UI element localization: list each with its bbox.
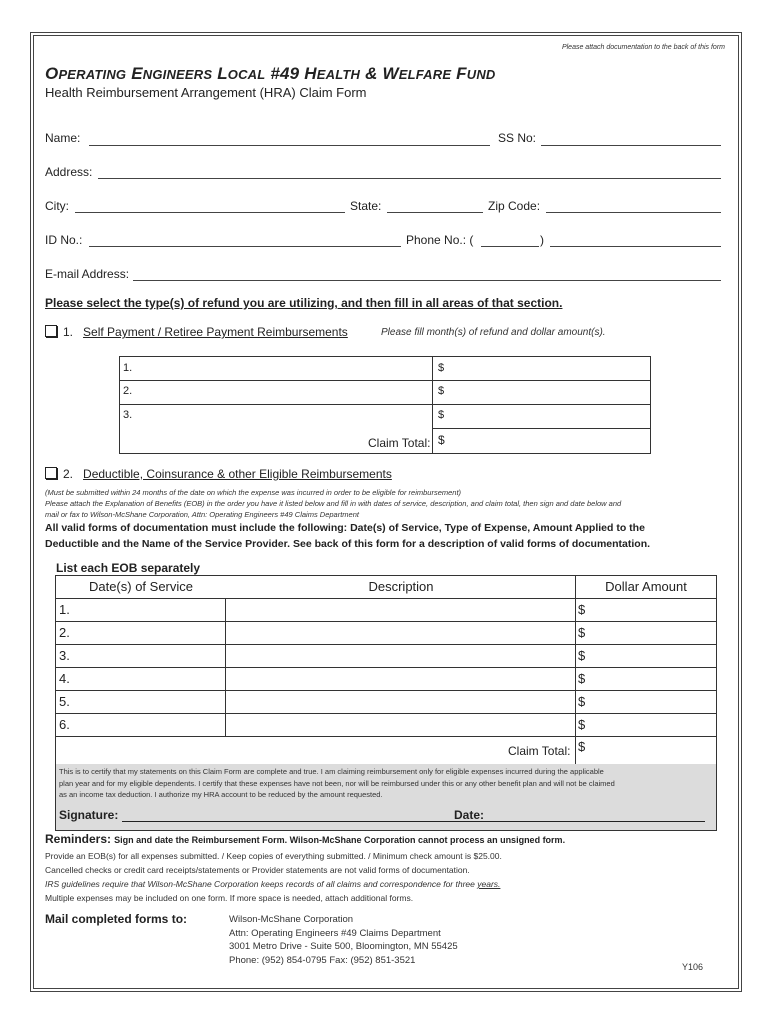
dollar-sign: $ <box>578 717 586 732</box>
certification-text: This is to certify that my statements on this Claim Form are complete and true. I am claiming reimbursement only for eligible expenses incurred during the applicable plan year and for my eligible dependents. I certify that these expenses have not been, nor will be reimbursed under this or any other benefit plan and will not be claimed as an income tax deduction. I authorize my HRA account to be reduced by the amount requested. <box>59 767 615 799</box>
mail-address <box>229 913 458 967</box>
name-field[interactable] <box>89 145 490 146</box>
section2-note-1: (Must be submitted within 24 months of the date on which the expense was incurred in order to be eligible for reimbursement) <box>45 488 462 497</box>
reminder-line-4: Multiple expenses may be included on one form. If more space is needed, attach additional forms. <box>45 893 414 903</box>
row-number: 5. <box>59 694 70 709</box>
state-label: State: <box>350 199 382 213</box>
dollar-sign: $ <box>438 385 445 397</box>
section1-note: Please fill month(s) of refund and dollar amount(s). <box>381 327 606 338</box>
table-row <box>120 405 650 429</box>
date-label: Date: <box>454 808 485 822</box>
row-number: 1. <box>59 602 70 617</box>
row-number: 1. <box>123 362 133 374</box>
phone-field[interactable] <box>550 246 721 247</box>
id-label: ID No.: <box>45 233 83 247</box>
row-number: 2. <box>123 385 133 397</box>
form-code: Y106 <box>682 962 704 972</box>
reminder-line-2: Cancelled checks or credit card receipts/statements or Provider statements are not valid forms of documentation. <box>45 865 470 875</box>
section1-checkbox[interactable] <box>45 325 57 337</box>
dollar-sign: $ <box>578 625 586 640</box>
reminder-line-1: Provide an EOB(s) for all expenses submitted. / Keep copies of everything submitted. / Minimum check amount is $25.00. <box>45 851 502 861</box>
city-field[interactable] <box>75 212 345 213</box>
claim-total-label: Claim Total: <box>368 436 431 450</box>
dollar-sign: $ <box>578 671 586 686</box>
ss-field[interactable] <box>541 145 721 146</box>
dollar-sign: $ <box>438 433 445 447</box>
form-subtitle: Health Reimbursement Arrangement (HRA) Claim Form <box>45 85 367 100</box>
email-label: E-mail Address: <box>45 267 130 281</box>
reminder-line-3: IRS guidelines require that Wilson-McShane Corporation keeps records of all claims and correspondence for three years. <box>45 879 501 889</box>
dollar-sign: $ <box>578 739 586 754</box>
address-field[interactable] <box>98 178 721 179</box>
mail-company: Wilson-McShane Corporation <box>229 914 354 925</box>
row-number: 3. <box>123 409 133 421</box>
mail-attn: Attn: Operating Engineers #49 Claims Department <box>229 927 441 939</box>
id-field[interactable] <box>89 246 401 247</box>
dollar-sign: $ <box>578 694 586 709</box>
header-dates: Date(s) of Service <box>88 579 194 594</box>
phone-label: Phone No.: ( <box>406 233 474 247</box>
section1-table <box>119 356 651 454</box>
section1-heading: 1. Self Payment / Retiree Payment Reimbursements <box>45 325 348 339</box>
dollar-sign: $ <box>578 602 586 617</box>
state-field[interactable] <box>387 212 483 213</box>
fund-title: OPERATING ENGINEERS LOCAL #49 HEALTH & WELFARE FUND <box>45 64 496 83</box>
zip-label: Zip Code: <box>488 199 541 213</box>
row-number: 3. <box>59 648 70 663</box>
date-field[interactable] <box>489 821 705 822</box>
email-field[interactable] <box>133 280 721 281</box>
list-eob-note: List each EOB separately <box>56 561 201 575</box>
address-label: Address: <box>45 165 93 179</box>
header-dollar-amount: Dollar Amount <box>605 579 687 594</box>
ss-label: SS No: <box>498 131 537 145</box>
city-label: City: <box>45 199 69 213</box>
table-row <box>120 381 650 405</box>
dollar-sign: $ <box>578 648 586 663</box>
documentation-requirements-1: All valid forms of documentation must include the following: Date(s) of Service, Type of Expense, Amount Applied to the <box>45 522 645 534</box>
header-description: Description <box>368 579 434 594</box>
documentation-requirements-2: Deductible and the Name of the Service Provider. See back of this form for a description of valid forms of documentation. <box>45 538 651 550</box>
dollar-sign: $ <box>438 362 445 374</box>
mail-street: 3001 Metro Drive - Suite 500, Bloomington, MN 55425 <box>229 941 458 952</box>
mail-phone: Phone: (952) 854-0795 Fax: (952) 851-3521 <box>229 954 416 966</box>
section2-note-3: mail or fax to Wilson-McShane Corporation, Attn: Operating Engineers #49 Claims Department <box>45 510 359 519</box>
section2-checkbox[interactable] <box>45 467 57 479</box>
zip-field[interactable] <box>546 212 721 213</box>
section2-table <box>55 575 717 766</box>
section2-heading: 2. Deductible, Coinsurance & other Eligible Reimbursements <box>45 467 392 481</box>
attach-note: Please attach documentation to the back of this form <box>561 44 725 51</box>
mail-label: Mail completed forms to: <box>45 912 188 926</box>
section2-note-2: Please attach the Explanation of Benefits (EOB) in the order you have it listed below and fill in with dates of service, description, and claim total, then sign and date below and <box>45 499 622 508</box>
claim-total-label: Claim Total: <box>508 744 571 758</box>
row-number: 6. <box>59 717 70 732</box>
reminders-heading: Reminders: Sign and date the Reimbursement Form. Wilson-McShane Corporation cannot process an unsigned form. <box>45 832 566 846</box>
row-number: 4. <box>59 671 70 686</box>
table-row <box>120 357 650 381</box>
certification-box <box>55 764 717 831</box>
phone-area-field[interactable] <box>481 246 539 247</box>
phone-paren: ) <box>540 233 544 247</box>
dollar-sign: $ <box>438 409 445 421</box>
signature-label: Signature: <box>59 808 119 822</box>
refund-type-instruction: Please select the type(s) of refund you are utilizing, and then fill in all areas of that section. <box>45 296 563 310</box>
name-label: Name: <box>45 131 81 145</box>
signature-field[interactable] <box>122 821 504 822</box>
row-number: 2. <box>59 625 70 640</box>
